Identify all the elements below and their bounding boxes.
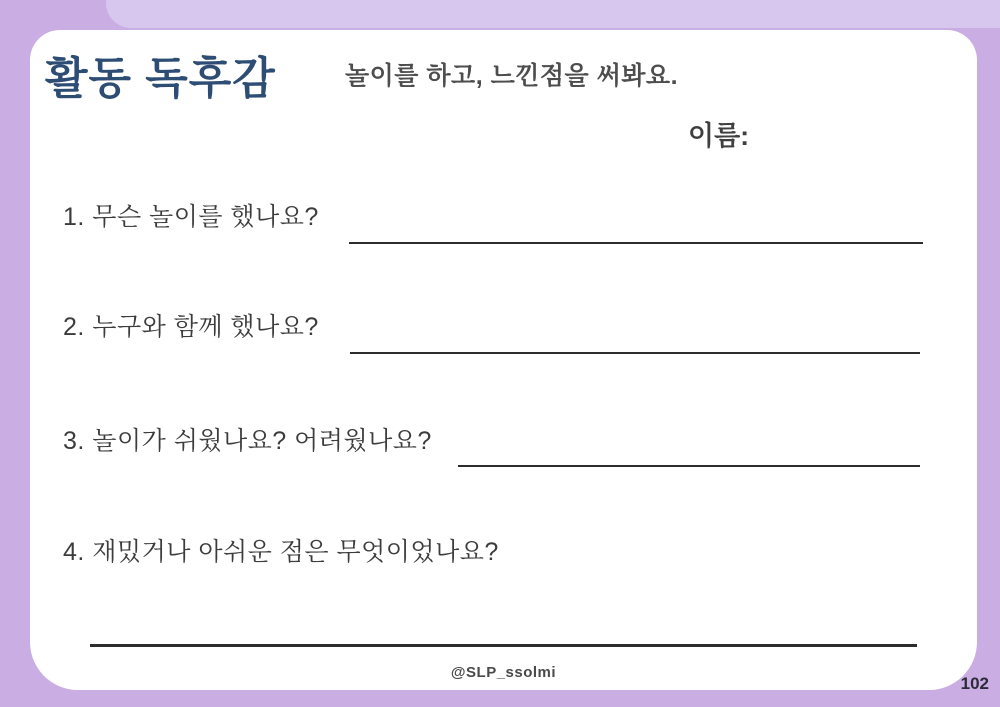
answer-line-2 bbox=[350, 352, 920, 354]
name-label: 이름: bbox=[688, 121, 750, 151]
question-3-label: 3. 놀이가 쉬웠나요? 어려웠나요? bbox=[63, 427, 432, 455]
answer-line-3 bbox=[458, 465, 920, 467]
worksheet-title: 활동 독후감 bbox=[45, 54, 276, 103]
footer-credit: @SLP_ssolmi bbox=[450, 664, 557, 681]
answer-line-1 bbox=[349, 242, 923, 244]
answer-line-4 bbox=[90, 644, 917, 647]
question-4-label: 4. 재밌거나 아쉬운 점은 무엇이었나요? bbox=[63, 538, 499, 566]
question-1-label: 1. 무슨 놀이를 했나요? bbox=[63, 203, 319, 231]
question-2-label: 2. 누구와 함께 했나요? bbox=[63, 313, 319, 341]
page-number: 102 bbox=[960, 674, 989, 693]
background-accent-band bbox=[106, 0, 1000, 28]
worksheet-subtitle: 놀이를 하고, 느낀점을 써봐요. bbox=[345, 62, 679, 90]
worksheet-card bbox=[30, 30, 977, 690]
